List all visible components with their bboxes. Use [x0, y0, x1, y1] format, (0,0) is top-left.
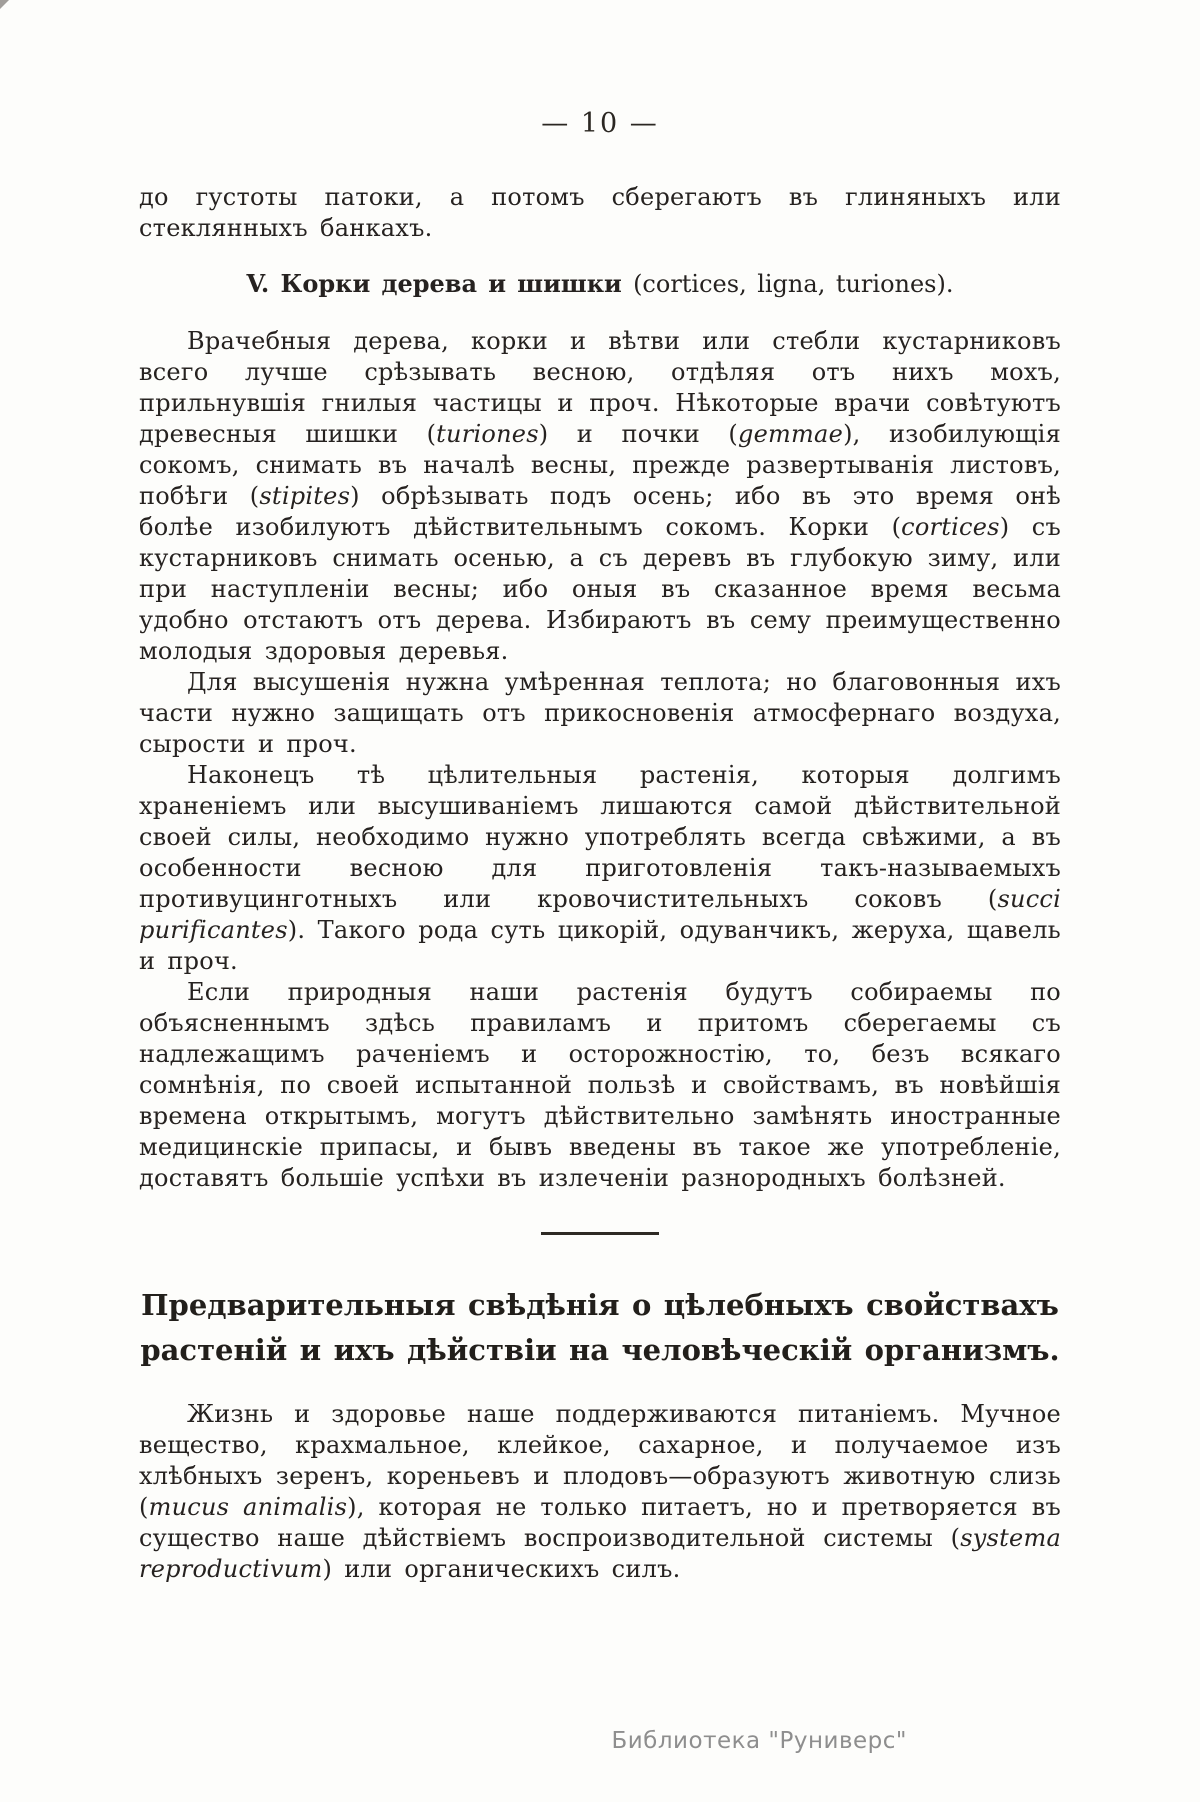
text-run: ). Такого рода суть цикорій, одуванчикъ, жеруха, щавель и проч.	[139, 916, 1061, 975]
text-run: Жизнь и здоровье наше поддерживаются питаніемъ. Мучное вещество, крахмальное, клейкое, сахарное, и получаемое изъ хлѣбныхъ зеренъ, кореньевъ и плодовъ—образуютъ животную слизь (	[139, 1400, 1061, 1521]
para-continuation	[139, 182, 1061, 244]
text-run: Если природныя наши растенія будутъ собираемы по объясненнымъ здѣсь правиламъ и притомъ сберегаемы съ надлежащимъ раченіемъ и осторожностію, то, безъ всякаго сомнѣнія, по своей испытанной пользѣ и свойствамъ, въ новѣйшія времена открытымъ, могутъ дѣйствительно замѣнять иностранные медицинскіе припасы, и бывъ введены въ такое же употребленіе, доставятъ большіе успѣхи въ излеченіи разнородныхъ болѣзней.	[139, 978, 1061, 1192]
para-nutrition	[139, 1399, 1061, 1585]
text-run: Предварительныя свѣдѣнія о цѣлебныхъ свойствахъ растеній и ихъ дѣйствіи на человѣческій организмъ.	[140, 1288, 1060, 1367]
latin-term: stipites	[259, 482, 351, 510]
latin-term: turiones	[436, 420, 539, 448]
text-run: Наконецъ тѣ цѣлительныя растенія, которыя долгимъ храненіемъ или высушиваніемъ лишаются самой дѣйствительной своей силы, необходимо нужно употреблять всегда свѣжими, а въ особенности весною для приготовленія такъ-называемыхъ противуцинготныхъ или кровочистительныхъ соковъ (	[139, 761, 1061, 913]
para-fresh-use	[139, 760, 1061, 977]
para-drying	[139, 667, 1061, 760]
text-column	[139, 182, 1061, 1585]
para-collection-advice	[139, 326, 1061, 667]
latin-term: succi purificantes	[139, 885, 1061, 944]
page-number: — 10 —	[541, 108, 659, 139]
latin-term: systema reproductivum	[139, 1524, 1061, 1583]
text-run: ), изобилующія сокомъ, снимать въ началѣ весны, прежде развертыванія листовъ, побѣги (	[139, 420, 1061, 510]
text-run: ) или органическихъ силъ.	[322, 1555, 681, 1583]
text-run: Врачебныя дерева, корки и вѣтви или стебли кустарниковъ всего лучше срѣзывать весною, отдѣляя отъ нихъ мохъ, прильнувшія гнилыя частицы и проч. Нѣкоторые врачи совѣтуютъ древесныя шишки (	[139, 327, 1061, 448]
latin-term: gemmae	[738, 420, 844, 448]
text-run: ), которая не только питаетъ, но и претворяется въ существо наше дѣйствіемъ воспроизводительной системы (	[139, 1493, 1061, 1552]
text-run: (cortices, ligna, turiones).	[633, 270, 954, 298]
section-divider	[541, 1232, 659, 1235]
library-watermark: Библиотека "Руниверс"	[611, 1728, 907, 1754]
text-run: ) и почки (	[538, 420, 739, 448]
text-run: до густоты патоки, а потомъ сберегаютъ въ глиняныхъ или стеклянныхъ банкахъ.	[139, 183, 1061, 242]
heading-section-v	[139, 268, 1061, 300]
text-run: ) съ кустарниковъ снимать осенью, а съ деревъ въ глубокую зиму, или при наступленіи весны; ибо оныя въ сказанное время весьма удобно отстаютъ отъ дерева. Избираютъ въ сему преимущественно молодыя здоровыя деревья.	[139, 513, 1062, 665]
text-run: Для высушенія нужна умѣренная теплота; но благовонныя ихъ части нужно защищать отъ прикосновенія атмосфернаго воздуха, сырости и проч.	[139, 668, 1061, 758]
text-run: V. Корки дерева и шишки	[246, 269, 634, 298]
scan-corner-artifact	[0, 0, 9, 9]
para-domestic-plants	[139, 977, 1061, 1194]
heading-preliminary	[139, 1283, 1061, 1373]
text-run: ) обрѣзывать подъ осень; ибо въ это время онѣ болѣе изобилуютъ дѣйствительнымъ сокомъ. Корки (	[139, 482, 1061, 541]
latin-term: cortices	[901, 513, 1000, 541]
latin-term: mucus animalis	[148, 1493, 348, 1521]
